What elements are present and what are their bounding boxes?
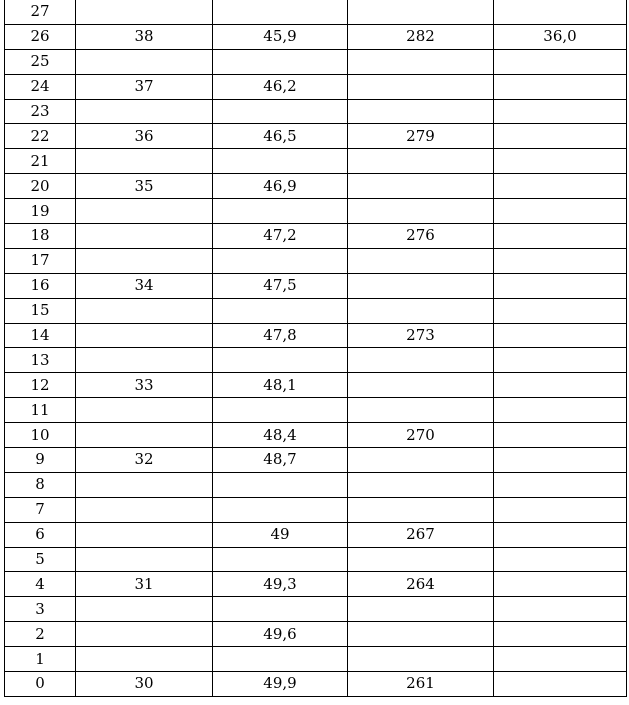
table-row <box>5 24 627 49</box>
value-cell-a: 36 <box>76 124 213 149</box>
value-cell-d <box>494 423 627 448</box>
value-cell-c <box>348 597 494 622</box>
value-cell-a: 32 <box>76 448 213 473</box>
value-cell-d <box>494 398 627 423</box>
value-cell-d <box>494 199 627 224</box>
index-cell: 22 <box>5 124 76 149</box>
index-cell: 3 <box>5 597 76 622</box>
index-cell: 6 <box>5 522 76 547</box>
value-cell-d <box>494 248 627 273</box>
table-row <box>5 74 627 99</box>
value-cell-d <box>494 497 627 522</box>
value-cell-d <box>494 74 627 99</box>
value-cell-a <box>76 398 213 423</box>
value-cell-b <box>213 149 348 174</box>
value-cell-c: 276 <box>348 224 494 249</box>
value-cell-c <box>348 149 494 174</box>
value-cell-b: 48,7 <box>213 448 348 473</box>
index-cell: 25 <box>5 49 76 74</box>
value-cell-c <box>348 398 494 423</box>
value-cell-d <box>494 547 627 572</box>
table-row <box>5 49 627 74</box>
value-cell-b <box>213 248 348 273</box>
value-cell-b <box>213 298 348 323</box>
value-cell-c <box>348 348 494 373</box>
value-cell-b: 49,9 <box>213 672 348 697</box>
value-cell-a <box>76 49 213 74</box>
value-cell-c: 267 <box>348 522 494 547</box>
value-cell-d <box>494 323 627 348</box>
value-cell-a: 37 <box>76 74 213 99</box>
value-cell-c <box>348 74 494 99</box>
value-cell-b: 46,5 <box>213 124 348 149</box>
value-cell-c <box>348 273 494 298</box>
value-cell-c: 261 <box>348 672 494 697</box>
value-cell-d <box>494 124 627 149</box>
value-cell-a <box>76 647 213 672</box>
value-cell-b: 45,9 <box>213 24 348 49</box>
index-cell: 1 <box>5 647 76 672</box>
value-cell-c <box>348 448 494 473</box>
table-row <box>5 298 627 323</box>
table-row <box>5 572 627 597</box>
index-cell: 15 <box>5 298 76 323</box>
value-cell-a <box>76 622 213 647</box>
value-cell-b <box>213 647 348 672</box>
value-cell-a: 35 <box>76 174 213 199</box>
index-cell: 10 <box>5 423 76 448</box>
index-cell: 12 <box>5 373 76 398</box>
value-cell-a <box>76 597 213 622</box>
table-row <box>5 99 627 124</box>
value-cell-d <box>494 298 627 323</box>
index-cell: 5 <box>5 547 76 572</box>
value-cell-d <box>494 149 627 174</box>
value-cell-a <box>76 348 213 373</box>
table-row <box>5 373 627 398</box>
value-cell-a <box>76 224 213 249</box>
value-cell-a <box>76 472 213 497</box>
value-cell-d <box>494 572 627 597</box>
value-cell-b: 48,1 <box>213 373 348 398</box>
value-cell-d <box>494 373 627 398</box>
table-row <box>5 522 627 547</box>
value-cell-b: 49 <box>213 522 348 547</box>
index-cell: 17 <box>5 248 76 273</box>
table-body <box>5 0 627 696</box>
value-cell-d <box>494 99 627 124</box>
value-cell-b <box>213 497 348 522</box>
value-cell-c <box>348 248 494 273</box>
table-row <box>5 0 627 24</box>
value-cell-a: 31 <box>76 572 213 597</box>
value-cell-b <box>213 472 348 497</box>
index-cell: 23 <box>5 99 76 124</box>
value-cell-c <box>348 49 494 74</box>
value-cell-c <box>348 174 494 199</box>
table-row <box>5 248 627 273</box>
table-row <box>5 348 627 373</box>
value-cell-a <box>76 149 213 174</box>
value-cell-d: 36,0 <box>494 24 627 49</box>
value-cell-d <box>494 273 627 298</box>
value-cell-d <box>494 522 627 547</box>
value-cell-d <box>494 174 627 199</box>
value-cell-c: 282 <box>348 24 494 49</box>
value-cell-a <box>76 323 213 348</box>
value-cell-d <box>494 49 627 74</box>
value-cell-b <box>213 199 348 224</box>
index-cell: 19 <box>5 199 76 224</box>
value-cell-b <box>213 348 348 373</box>
value-cell-a <box>76 522 213 547</box>
value-cell-d <box>494 0 627 24</box>
value-cell-d <box>494 672 627 697</box>
index-cell: 16 <box>5 273 76 298</box>
table-row <box>5 497 627 522</box>
value-cell-a: 38 <box>76 24 213 49</box>
value-cell-b <box>213 49 348 74</box>
value-cell-a <box>76 99 213 124</box>
value-cell-c <box>348 472 494 497</box>
value-cell-c <box>348 373 494 398</box>
value-cell-c: 279 <box>348 124 494 149</box>
table-row <box>5 647 627 672</box>
value-cell-a <box>76 497 213 522</box>
table-row <box>5 124 627 149</box>
value-cell-b <box>213 99 348 124</box>
value-cell-d <box>494 622 627 647</box>
value-cell-b: 47,8 <box>213 323 348 348</box>
table-row <box>5 398 627 423</box>
table-row <box>5 224 627 249</box>
value-cell-a <box>76 298 213 323</box>
value-cell-d <box>494 647 627 672</box>
value-cell-c <box>348 199 494 224</box>
value-cell-d <box>494 597 627 622</box>
table-row <box>5 199 627 224</box>
index-cell: 21 <box>5 149 76 174</box>
table-row <box>5 622 627 647</box>
table-row <box>5 323 627 348</box>
table-row <box>5 472 627 497</box>
value-cell-b <box>213 597 348 622</box>
value-cell-c <box>348 547 494 572</box>
value-cell-c: 273 <box>348 323 494 348</box>
index-cell: 26 <box>5 24 76 49</box>
value-cell-a <box>76 547 213 572</box>
index-cell: 24 <box>5 74 76 99</box>
index-cell: 0 <box>5 672 76 697</box>
value-cell-c <box>348 622 494 647</box>
index-cell: 14 <box>5 323 76 348</box>
value-cell-d <box>494 472 627 497</box>
table-row <box>5 149 627 174</box>
value-cell-a <box>76 199 213 224</box>
value-cell-c <box>348 298 494 323</box>
index-cell: 11 <box>5 398 76 423</box>
value-cell-c: 264 <box>348 572 494 597</box>
value-cell-b <box>213 398 348 423</box>
value-cell-a <box>76 0 213 24</box>
index-cell: 2 <box>5 622 76 647</box>
value-cell-a: 34 <box>76 273 213 298</box>
index-cell: 8 <box>5 472 76 497</box>
value-cell-c <box>348 0 494 24</box>
value-cell-b <box>213 547 348 572</box>
value-cell-a: 33 <box>76 373 213 398</box>
index-cell: 9 <box>5 448 76 473</box>
value-cell-b: 46,9 <box>213 174 348 199</box>
table-row <box>5 547 627 572</box>
value-cell-b: 46,2 <box>213 74 348 99</box>
table-row <box>5 448 627 473</box>
value-cell-c <box>348 647 494 672</box>
value-cell-b <box>213 0 348 24</box>
index-cell: 20 <box>5 174 76 199</box>
value-cell-a: 30 <box>76 672 213 697</box>
index-cell: 4 <box>5 572 76 597</box>
index-cell: 7 <box>5 497 76 522</box>
value-cell-d <box>494 448 627 473</box>
value-cell-b: 49,6 <box>213 622 348 647</box>
table-row <box>5 597 627 622</box>
index-cell: 13 <box>5 348 76 373</box>
data-table <box>4 0 627 697</box>
table-row <box>5 273 627 298</box>
index-cell: 18 <box>5 224 76 249</box>
value-cell-b: 47,5 <box>213 273 348 298</box>
value-cell-c: 270 <box>348 423 494 448</box>
value-cell-b: 48,4 <box>213 423 348 448</box>
value-cell-a <box>76 423 213 448</box>
value-cell-b: 47,2 <box>213 224 348 249</box>
index-cell: 27 <box>5 0 76 24</box>
table-row <box>5 174 627 199</box>
value-cell-c <box>348 99 494 124</box>
table-row <box>5 672 627 697</box>
value-cell-c <box>348 497 494 522</box>
value-cell-d <box>494 348 627 373</box>
table-row <box>5 423 627 448</box>
value-cell-a <box>76 248 213 273</box>
value-cell-d <box>494 224 627 249</box>
value-cell-b: 49,3 <box>213 572 348 597</box>
